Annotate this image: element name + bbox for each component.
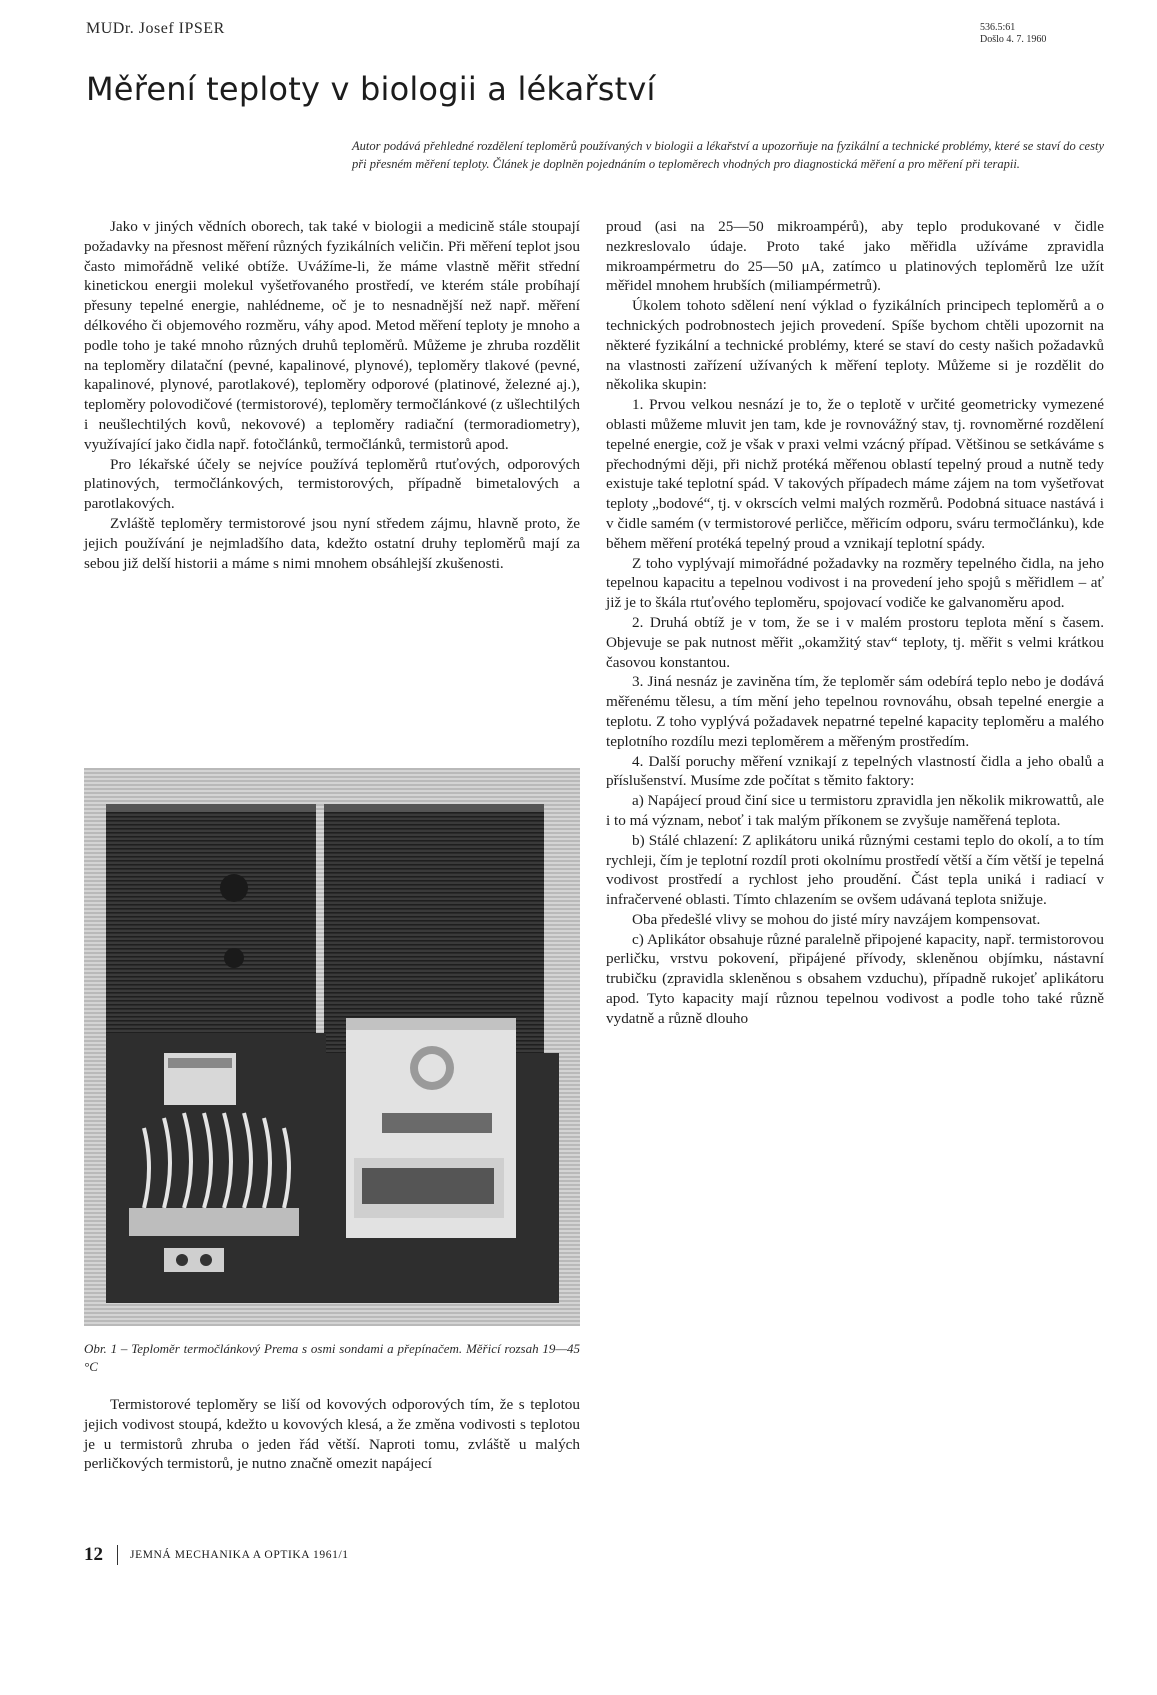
paragraph: Pro lékařské účely se nejvíce používá teploměrů rtuťových, odporových platinových, termočlánkových, termistorových, případně bimetalových a parotlakových. xyxy=(84,455,580,513)
paragraph: proud (asi na 25—50 mikroampérů), aby teplo produkované v čidle nezkreslovalo údaje. Proto také jako měřidla užíváme zpravidla mikroampérmetru do 25—50 μA, zatímco u platinových teploměrů lze užít měřidel mnohem hrubších (miliampérmetrů). xyxy=(606,218,1104,295)
figure-photo xyxy=(84,768,580,1326)
paragraph: Z toho vyplývají mimořádné požadavky na rozměry tepelného čidla, na jeho tepelnou kapacitu a tepelnou vodivost i na provedení jeho spojů s měřidlem – ať již je to škála rtuťového teploměru, spojovací vodiče ke galvanoměru apod. xyxy=(606,554,1104,612)
received-date: Došlo 4. 7. 1960 xyxy=(980,34,1047,45)
paragraph: Jako v jiných vědních oborech, tak také v biologii a medicině stále stoupají požadavky na přesnost měření různých fyzikálních veličin. Při měření teplot jsou často mimořádně veliké obtíže. Uvážíme-li, že máme vlastně měřit střední kinetickou energii molekul vyšetřovaného prostředí, ve kterém stále probíhají přesuny tepelné energie, nahlédneme, oč je to nesnadnější než např. měření délkového či objemového rozměru, váhy apod. Metod měření teploty je mnoho a podle toho je také mnoho různých druhů teploměrů. Můžeme je zhruba rozdělit na teploměry dilatační (pevné, kapalinové, plynové), teploměry tlakové (pevné, kapalinové, plynové, parotlakové), teploměry odporové (platinové, železné aj.), teploměry polovodičové (termistorové), teploměry termočlánkové (z ušlechtilých i neušlechtilých kovů, nekovové) a teploměry radiační (termoradiometry), využívající jako čidla např. fotočlánků, termočlánků, termistorů apod. xyxy=(84,218,580,453)
paragraph: b) Stálé chlazení: Z aplikátoru uniká různými cestami teplo do okolí, a to tím rychleji, čím je teplotní rozdíl proti okolnímu prostředí větší a čím větší je tepelná vodivost prostředí a rychlost jeho proudění. Část tepla uniká i radiací v infračervené oblasti. Tímto chlazením se ovšem udávaná teplota snižuje. xyxy=(606,831,1104,909)
paragraph: 1. Prvou velkou nesnází je to, že o teplotě v určité geometricky vymezené oblasti můžeme mluvit jen tam, kde je rovnovážný stav, tj. rovnoměrné rozdělení tepelné energie, což je však v praxi velmi vzácný případ. Většinou se setkáváme s přechodnými ději, při nichž protéká měřenou oblastí tepelný proud a nutně tedy existuje také teplotní spád. V takových případech máme zájem na tom vyšetřovat teploty „bodové“, tj. v okrscích velmi malých rozměrů. Podobná situace nastává i v čidle samém (v termistorové perličce, měřicím odporu, sváru termočlánku), kde během měření protéká tepelný proud a vznikají teplotní spády. xyxy=(606,396,1104,552)
paragraph: a) Napájecí proud činí sice u termistoru zpravidla jen několik mikrowattů, ale i to má význam, neboť i tak malým příkonem se zvyšuje naměřená teplota. xyxy=(606,792,1104,829)
paragraph: Oba předešlé vlivy se mohou do jisté míry navzájem kompensovat. xyxy=(632,910,1041,928)
paragraph: c) Aplikátor obsahuje různé paralelně připojené kapacity, např. termistorovou perličku, vrstvu pokovení, připájené přívody, skleněnou objímku, nástavní trubičku (zpravidla skleněnou s obsahem vzduchu), případně rukojeť aplikátoru apod. Tyto kapacity mají různou tepelnou vodivost a podle toho také různě vydatně a různě dlouho xyxy=(606,930,1104,1027)
left-column-top xyxy=(84,217,580,573)
footer-divider xyxy=(117,1545,118,1565)
right-column xyxy=(606,217,1104,1029)
article-title: Měření teploty v biologii a lékařství xyxy=(86,70,656,108)
page-footer xyxy=(84,1544,349,1566)
paragraph: Úkolem tohoto sdělení není výklad o fyzikálních principech teploměrů a o technických podrobnostech jejich provedení. Spíše bychom chtěli upozornit na některé fyzikální a technické problémy, které se staví do cesty našich požadavků na vlastnosti zařízení užívaných k měření teploty. Můžeme si je rozdělit do několika skupin: xyxy=(606,297,1104,394)
paragraph: 4. Další poruchy měření vznikají z tepelných vlastností čidla a jeho obalů a příslušenství. Musíme zde počítat s těmito faktory: xyxy=(606,752,1104,790)
journal-name: JEMNÁ MECHANIKA A OPTIKA 1961/1 xyxy=(130,1549,349,1561)
article-abstract: Autor podává přehledné rozdělení teploměrů používaných v biologii a lékařství a upozorňuje na fyzikální a technické problémy, které se staví do cesty při přesném měření teploty. Článek je doplněn pojednáním o teploměrech vhodných pro diagnostická měření a pro měření při terapii. xyxy=(352,139,1104,171)
paragraph: Termistorové teploměry se liší od kovových odporových tím, že s teplotou jejich vodivost stoupá, kdežto u kovových klesá, a že změna vodivosti s teplotou je u termistorů zhruba o jeden řád větší. Naproti tomu, zvláště u malých perličkových termistorů, je nutno značně omezit napájecí xyxy=(84,1396,580,1473)
figure-caption: Obr. 1 – Teploměr termočlánkový Prema s osmi sondami a přepínačem. Měřicí rozsah 19—45 °C xyxy=(84,1341,580,1374)
udc-code: 536.5:61 xyxy=(980,22,1016,33)
left-column-bottom xyxy=(84,1395,580,1474)
paragraph: 3. Jiná nesnáz je zaviněna tím, že teploměr sám odebírá teplo nebo je dodává měřenému tělesu, a tím mění jeho tepelnou rovnováhu, obsah tepelné energie a teplotu. Z toho vyplývá požadavek nepatrné tepelné kapacity teploměru a malého teplotního rozdílu mezi teploměrem a měřeným prostředím. xyxy=(606,673,1104,750)
paragraph: 2. Druhá obtíž je v tom, že se i v malém prostoru teplota mění s časem. Objevuje se pak nutnost měřit „okamžitý stav“ teploty, tj. měřit s velmi krátkou časovou konstantou. xyxy=(606,613,1104,671)
paragraph: Zvláště teploměry termistorové jsou nyní středem zájmu, hlavně proto, že jejich používání je nejmladšího data, kdežto ostatní druhy teploměrů mají za sebou již delší historii a máme s nimi mnohem obsáhlejší zkušenosti. xyxy=(84,514,580,572)
page-number: 12 xyxy=(84,1544,103,1565)
author-name: MUDr. Josef IPSER xyxy=(86,20,225,37)
article-meta xyxy=(980,22,1100,46)
thermometer-photo-illustration xyxy=(84,768,580,1326)
